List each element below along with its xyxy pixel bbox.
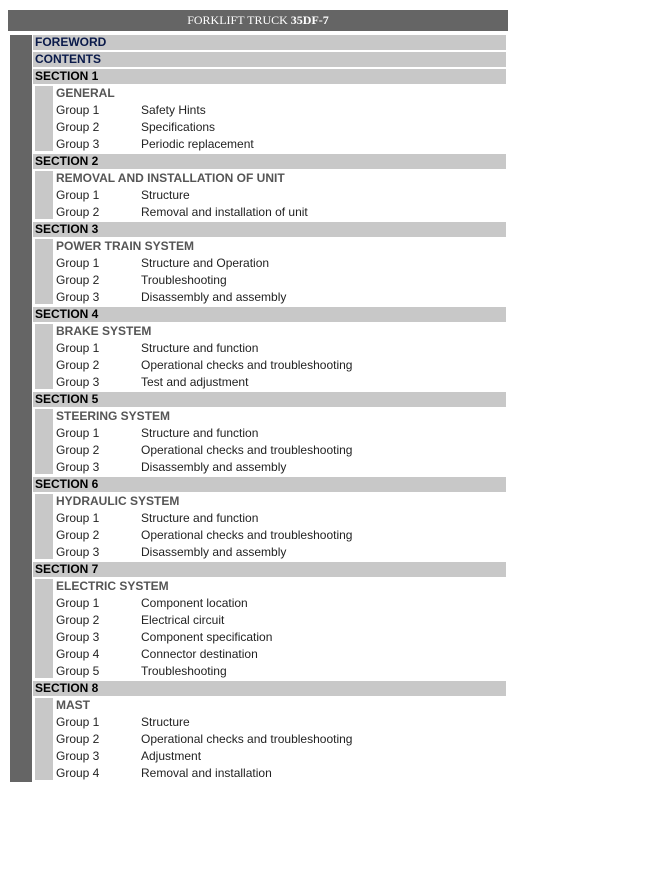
group-title-link[interactable]: Disassembly and assembly bbox=[141, 460, 287, 474]
group-label: Group 2 bbox=[56, 273, 100, 287]
group-label: Group 1 bbox=[56, 511, 100, 525]
group-item[interactable] bbox=[33, 120, 506, 135]
group-item[interactable] bbox=[33, 715, 506, 730]
group-label: Group 1 bbox=[56, 256, 100, 270]
section-3-header[interactable]: SECTION 3 bbox=[33, 222, 506, 237]
group-item[interactable] bbox=[33, 545, 506, 560]
group-label: Group 1 bbox=[56, 426, 100, 440]
group-item[interactable] bbox=[33, 443, 506, 458]
group-label: Group 2 bbox=[56, 613, 100, 627]
group-title-link[interactable]: Removal and installation of unit bbox=[141, 205, 308, 219]
group-item[interactable] bbox=[33, 358, 506, 373]
section-7-header[interactable]: SECTION 7 bbox=[33, 562, 506, 577]
group-title-link[interactable]: Periodic replacement bbox=[141, 137, 254, 151]
group-label: Group 3 bbox=[56, 630, 100, 644]
group-item[interactable] bbox=[33, 256, 506, 271]
group-label: Group 2 bbox=[56, 443, 100, 457]
group-label: Group 4 bbox=[56, 766, 100, 780]
group-label: Group 1 bbox=[56, 715, 100, 729]
group-title-link[interactable]: Structure bbox=[141, 715, 190, 729]
group-label: Group 3 bbox=[56, 749, 100, 763]
group-title-link[interactable]: Operational checks and troubleshooting bbox=[141, 528, 353, 542]
group-label: Group 1 bbox=[56, 188, 100, 202]
group-item[interactable] bbox=[33, 341, 506, 356]
topic-title[interactable]: STEERING SYSTEM bbox=[56, 409, 171, 423]
header-title-prefix: FORKLIFT TRUCK bbox=[187, 13, 288, 27]
group-title-link[interactable]: Component location bbox=[141, 596, 248, 610]
group-title-link[interactable]: Disassembly and assembly bbox=[141, 290, 287, 304]
group-title-link[interactable]: Test and adjustment bbox=[141, 375, 249, 389]
group-label: Group 5 bbox=[56, 664, 100, 678]
section-4-header[interactable]: SECTION 4 bbox=[33, 307, 506, 322]
group-label: Group 2 bbox=[56, 120, 100, 134]
group-item[interactable] bbox=[33, 426, 506, 441]
topic-title[interactable]: POWER TRAIN SYSTEM bbox=[56, 239, 195, 253]
topic-title[interactable]: MAST bbox=[56, 698, 90, 712]
group-title-link[interactable]: Troubleshooting bbox=[141, 273, 227, 287]
section-5-topic bbox=[33, 409, 506, 424]
section-3-topic bbox=[33, 239, 506, 254]
section-2-header[interactable]: SECTION 2 bbox=[33, 154, 506, 169]
group-item[interactable] bbox=[33, 613, 506, 628]
section-6-header[interactable]: SECTION 6 bbox=[33, 477, 506, 492]
section-5-header[interactable]: SECTION 5 bbox=[33, 392, 506, 407]
group-title-link[interactable]: Electrical circuit bbox=[141, 613, 225, 627]
section-1-header[interactable]: SECTION 1 bbox=[33, 69, 506, 84]
section-8-topic bbox=[33, 698, 506, 713]
group-title-link[interactable]: Structure and function bbox=[141, 341, 259, 355]
section-6-topic bbox=[33, 494, 506, 509]
section-2-topic bbox=[33, 171, 506, 186]
group-item[interactable] bbox=[33, 103, 506, 118]
group-label: Group 1 bbox=[56, 596, 100, 610]
group-item[interactable] bbox=[33, 273, 506, 288]
group-item[interactable] bbox=[33, 205, 506, 220]
group-label: Group 2 bbox=[56, 205, 100, 219]
group-label: Group 2 bbox=[56, 732, 100, 746]
group-title-link[interactable]: Safety Hints bbox=[141, 103, 206, 117]
group-label: Group 3 bbox=[56, 375, 100, 389]
group-item[interactable] bbox=[33, 137, 506, 152]
group-title-link[interactable]: Operational checks and troubleshooting bbox=[141, 732, 353, 746]
group-item[interactable] bbox=[33, 596, 506, 611]
group-label: Group 3 bbox=[56, 137, 100, 151]
group-item[interactable] bbox=[33, 630, 506, 645]
group-label: Group 1 bbox=[56, 103, 100, 117]
contents-link[interactable]: CONTENTS bbox=[33, 52, 506, 67]
group-item[interactable] bbox=[33, 460, 506, 475]
group-item[interactable] bbox=[33, 375, 506, 390]
group-item[interactable] bbox=[33, 528, 506, 543]
group-label: Group 3 bbox=[56, 545, 100, 559]
topic-title[interactable]: BRAKE SYSTEM bbox=[56, 324, 152, 338]
group-title-link[interactable]: Troubleshooting bbox=[141, 664, 227, 678]
group-item[interactable] bbox=[33, 732, 506, 747]
group-title-link[interactable]: Specifications bbox=[141, 120, 216, 134]
group-label: Group 2 bbox=[56, 358, 100, 372]
topic-title[interactable]: GENERAL bbox=[56, 86, 115, 100]
group-item[interactable] bbox=[33, 188, 506, 203]
group-title-link[interactable]: Structure and function bbox=[141, 511, 259, 525]
header-model: 35DF-7 bbox=[290, 13, 329, 27]
group-label: Group 3 bbox=[56, 460, 100, 474]
group-title-link[interactable]: Component specification bbox=[141, 630, 273, 644]
group-title-link[interactable]: Structure and function bbox=[141, 426, 259, 440]
topic-title[interactable]: ELECTRIC SYSTEM bbox=[56, 579, 169, 593]
group-label: Group 3 bbox=[56, 290, 100, 304]
group-item[interactable] bbox=[33, 749, 506, 764]
section-8-header[interactable]: SECTION 8 bbox=[33, 681, 506, 696]
section-1-topic bbox=[33, 86, 506, 101]
group-label: Group 1 bbox=[56, 341, 100, 355]
group-item[interactable] bbox=[33, 647, 506, 662]
group-title-link[interactable]: Connector destination bbox=[141, 647, 258, 661]
group-title-link[interactable]: Structure and Operation bbox=[141, 256, 270, 270]
group-title-link[interactable]: Operational checks and troubleshooting bbox=[141, 358, 353, 372]
left-sidebar-bar bbox=[10, 35, 32, 782]
group-title-link[interactable]: Operational checks and troubleshooting bbox=[141, 443, 353, 457]
group-title-link[interactable]: Adjustment bbox=[141, 749, 202, 763]
section-7-topic bbox=[33, 579, 506, 594]
foreword-link[interactable]: FOREWORD bbox=[33, 35, 506, 50]
page-header bbox=[8, 10, 508, 31]
section-4-topic bbox=[33, 324, 506, 339]
group-title-link[interactable]: Structure bbox=[141, 188, 190, 202]
topic-title[interactable]: HYDRAULIC SYSTEM bbox=[56, 494, 180, 508]
group-item[interactable] bbox=[33, 664, 506, 679]
group-item[interactable] bbox=[33, 290, 506, 305]
group-item[interactable] bbox=[33, 766, 506, 781]
topic-title[interactable]: REMOVAL AND INSTALLATION OF UNIT bbox=[56, 171, 285, 185]
group-title-link[interactable]: Removal and installation bbox=[141, 766, 272, 780]
group-label: Group 2 bbox=[56, 528, 100, 542]
table-of-contents bbox=[33, 35, 506, 783]
group-label: Group 4 bbox=[56, 647, 100, 661]
group-item[interactable] bbox=[33, 511, 506, 526]
group-title-link[interactable]: Disassembly and assembly bbox=[141, 545, 287, 559]
